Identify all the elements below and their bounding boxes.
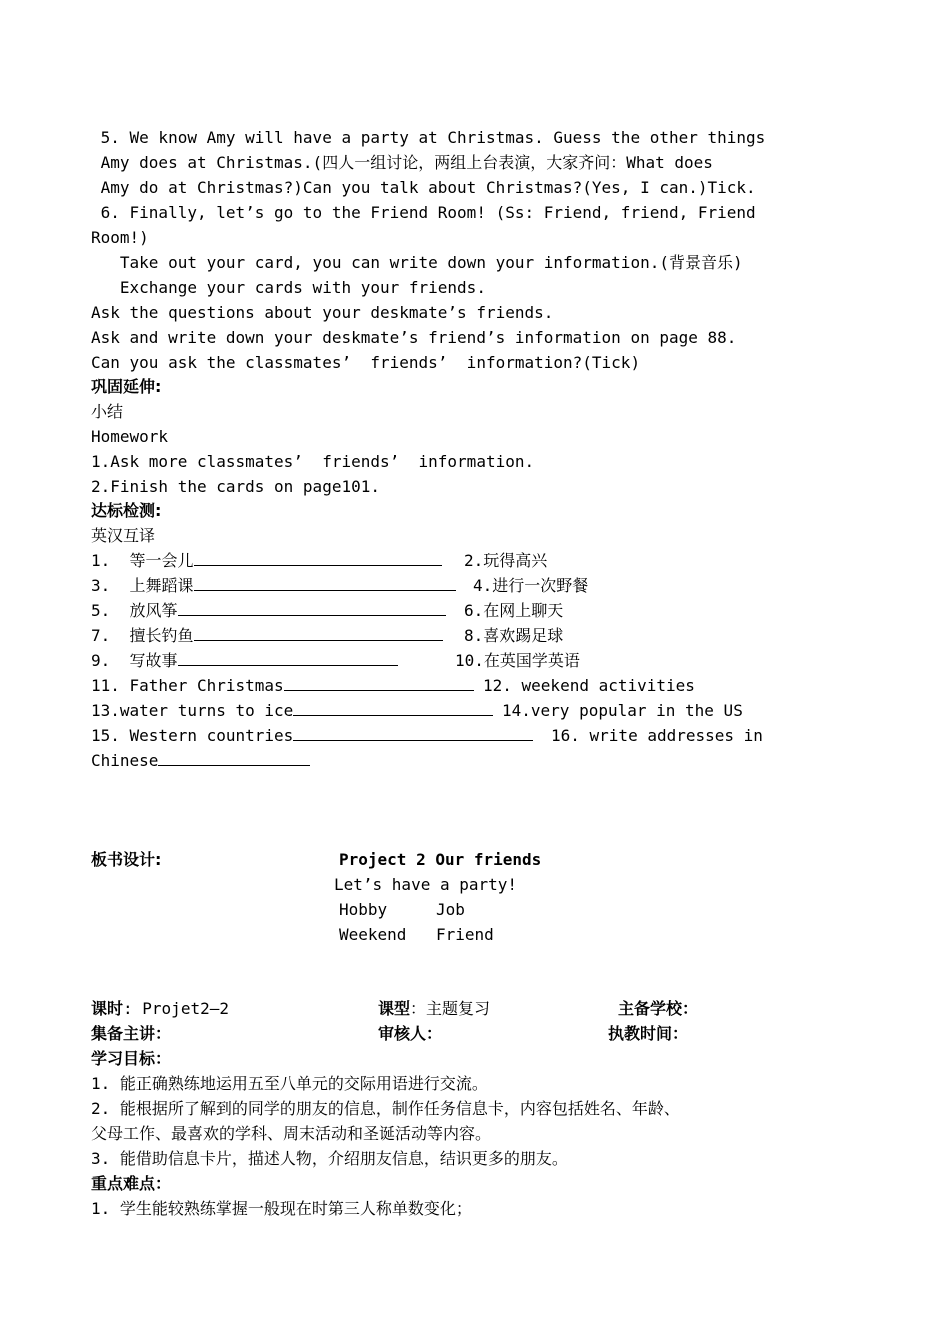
test-row-8-right: 16. write addresses in bbox=[551, 726, 763, 745]
board-weekend: Weekend bbox=[339, 925, 407, 944]
test-row-3-left: 5. 放风筝 bbox=[91, 598, 446, 623]
test-row-7-right: 14.very popular in the US bbox=[502, 701, 743, 720]
test-row-7-left: 13.water turns to ice bbox=[91, 698, 493, 723]
homework-label: Homework bbox=[91, 427, 169, 446]
lesson-time-label: 执教时间： bbox=[608, 1024, 689, 1043]
step6-line-2: Room!) bbox=[91, 228, 149, 247]
step6-line-4: Exchange your cards with your friends. bbox=[91, 278, 486, 297]
test-row-8-left: 15. Western countries bbox=[91, 723, 533, 748]
test-row-2-left: 3. 上舞蹈课 bbox=[91, 573, 456, 598]
lesson-reviewer-label: 审核人： bbox=[378, 1024, 443, 1043]
key-point-1: 1. 学生能较熟练掌握一般现在时第三人称单数变化； bbox=[91, 1199, 472, 1218]
key-points-heading: 重点难点： bbox=[91, 1174, 172, 1193]
test-row-4-left: 7. 擅长钓鱼 bbox=[91, 623, 443, 648]
homework-item-1: 1.Ask more classmates’ friends’ information. bbox=[91, 452, 535, 471]
goal-2-line-2: 父母工作、最喜欢的学科、周末活动和圣诞活动等内容。 bbox=[91, 1124, 492, 1143]
lesson-lead-label: 集备主讲： bbox=[91, 1024, 172, 1043]
step6-line-1: 6. Finally, let’s go to the Friend Room! (Ss: Friend, friend, Friend bbox=[91, 203, 756, 222]
test-row-5-left: 9. 写故事 bbox=[91, 648, 398, 673]
test-row-1-left: 1. 等一会儿 bbox=[91, 548, 442, 573]
board-friend: Friend bbox=[436, 925, 494, 944]
board-label: 板书设计: bbox=[91, 850, 162, 869]
step5-line-1: 5. We know Amy will have a party at Christmas. Guess the other things bbox=[91, 128, 766, 147]
test-row-4-right: 8.喜欢踢足球 bbox=[464, 626, 564, 645]
board-hobby: Hobby bbox=[339, 900, 388, 919]
test-row-1-right: 2.玩得高兴 bbox=[464, 551, 548, 570]
step5-line-3: Amy do at Christmas?)Can you talk about Christmas?(Yes, I can.)Tick. bbox=[91, 178, 756, 197]
test-row-6-right: 12. weekend activities bbox=[483, 676, 695, 695]
step6-line-5: Ask the questions about your deskmate’s friends. bbox=[91, 303, 554, 322]
lesson-type-value: ：主题复习 bbox=[410, 999, 491, 1018]
goals-heading: 学习目标： bbox=[91, 1049, 172, 1068]
test-subheading: 英汉互译 bbox=[91, 526, 156, 545]
test-heading: 达标检测: bbox=[91, 501, 162, 520]
lesson-period-value: : Projet2—2 bbox=[123, 999, 229, 1018]
test-row-6-left: 11. Father Christmas bbox=[91, 673, 474, 698]
board-title: Project 2 Our friends bbox=[339, 850, 542, 869]
test-row-8-continuation: Chinese bbox=[91, 748, 310, 773]
goal-1: 1. 能正确熟练地运用五至八单元的交际用语进行交流。 bbox=[91, 1074, 488, 1093]
board-job: Job bbox=[436, 900, 465, 919]
step6-line-7: Can you ask the classmates’ friends’ information?(Tick) bbox=[91, 353, 641, 372]
board-line-1: Let’s have a party! bbox=[334, 875, 518, 894]
lesson-school-label: 主备学校： bbox=[618, 999, 699, 1018]
test-row-3-right: 6.在网上聊天 bbox=[464, 601, 564, 620]
goal-2-line-1: 2. 能根据所了解到的同学的朋友的信息，制作任务信息卡，内容包括姓名、年龄、 bbox=[91, 1099, 680, 1118]
test-row-5-right: 10.在英国学英语 bbox=[455, 651, 580, 670]
homework-item-2: 2.Finish the cards on page101. bbox=[91, 477, 380, 496]
consolidation-heading: 巩固延伸: bbox=[91, 377, 162, 396]
summary-label: 小结 bbox=[91, 402, 124, 421]
step6-line-3: Take out your card, you can write down your information.(背景音乐) bbox=[91, 253, 743, 272]
lesson-period bbox=[91, 996, 229, 1021]
step6-line-6: Ask and write down your deskmate’s friend’s information on page 88. bbox=[91, 328, 737, 347]
lesson-type bbox=[378, 996, 490, 1021]
lesson-type-label: 课型 bbox=[378, 999, 411, 1018]
goal-3: 3. 能借助信息卡片，描述人物，介绍朋友信息，结识更多的朋友。 bbox=[91, 1149, 568, 1168]
lesson-period-label: 课时 bbox=[91, 999, 124, 1018]
step5-line-2: Amy does at Christmas.(四人一组讨论，两组上台表演，大家齐问：What does bbox=[91, 153, 713, 172]
test-row-2-right: 4.进行一次野餐 bbox=[473, 576, 589, 595]
